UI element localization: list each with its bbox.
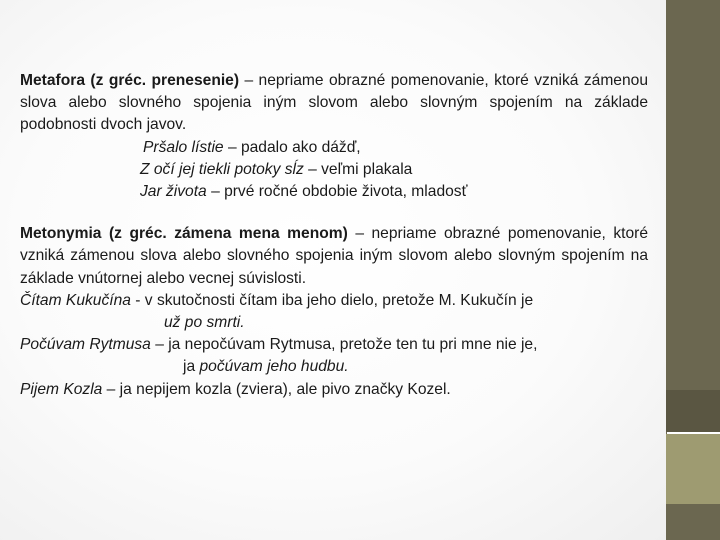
example-phrase: Čítam Kukučína (20, 291, 131, 309)
metonymia-example-2 (20, 334, 648, 356)
side-decoration-block-dark (666, 390, 720, 432)
metafora-term: Metafora (z gréc. prenesenie) (20, 72, 240, 89)
example-meaning: – veľmi plakala (303, 160, 413, 178)
side-decoration-block-light (666, 434, 720, 504)
example-continuation-plain: ja (183, 358, 200, 376)
metonymia-example-3 (20, 379, 648, 401)
metonymia-example-1 (20, 290, 648, 312)
example-phrase: Počúvam Rytmusa (20, 336, 151, 354)
example-phrase: Jar života (140, 183, 207, 201)
metafora-example-1 (20, 137, 648, 159)
metafora-paragraph (20, 70, 648, 137)
slide-content (20, 70, 648, 401)
metafora-definition: – nepriame obrazné pomenovanie, ktoré vzniká zámenou slova alebo slovného spojenia iným slovom alebo slovným spojením na základe podobnosti dvoch javov. (20, 72, 649, 134)
example-continuation: už po smrti. (164, 314, 245, 332)
example-continuation-italic: počúvam jeho hudbu. (199, 358, 349, 376)
metafora-example-3 (20, 181, 648, 203)
example-meaning: – ja nepijem kozla (zviera), ale pivo značky Kozel. (102, 380, 451, 398)
metonymia-example-1-continuation (20, 312, 648, 334)
example-meaning: – prvé ročné obdobie života, mladosť (206, 183, 468, 201)
example-phrase: Pijem Kozla (20, 380, 103, 398)
example-phrase: Pršalo lístie (143, 138, 224, 156)
metonymia-paragraph (20, 223, 648, 290)
metonymia-example-2-continuation (20, 356, 648, 378)
example-phrase: Z očí jej tiekli potoky sĺz (140, 160, 304, 178)
metonymia-term: Metonymia (z gréc. zámena mena menom) (20, 225, 348, 243)
metafora-example-2 (20, 159, 648, 181)
example-meaning: – padalo ako dážď, (223, 138, 361, 156)
example-meaning: – ja nepočúvam Rytmusa, pretože ten tu pri mne nie je, (150, 336, 538, 354)
metonymia-definition: – nepriame obrazné pomenovanie, ktoré vzniká zámenou slova alebo slovného spojenia iným slovom alebo slovným spojením na základe vnútornej alebo vecnej súvislosti. (20, 225, 648, 287)
example-meaning: - v skutočnosti čítam iba jeho dielo, pretože M. Kukučín je (130, 291, 534, 309)
